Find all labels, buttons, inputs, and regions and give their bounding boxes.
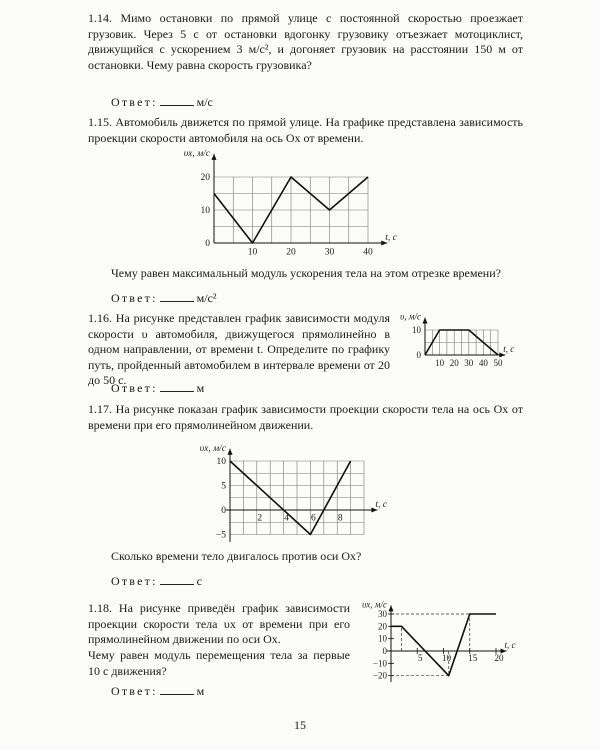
graph-1-16-origin-label: 0 (416, 350, 421, 360)
graph-1-16-xtick-label: 30 (464, 358, 474, 368)
problem-1-15-text: 1.15. Автомобиль движется по прямой улице. На графике представлена зависимость проекции скорости автомобиля на ось Ox от времени. (88, 115, 523, 145)
graph-1-16-xtick-label: 40 (478, 358, 488, 368)
graph-1-17-ytick-label: 5 (221, 481, 226, 492)
graph-1-17-origin-label: 0 (221, 506, 226, 517)
graph-1-18-ylabel: υx, м/с (362, 599, 387, 610)
graph-1-18-ytick-label: 10 (378, 633, 387, 644)
graph-1-16-xtick-label: 50 (493, 358, 503, 368)
graph-1-16-xtick-label: 10 (435, 358, 445, 368)
answer-unit: м (196, 381, 205, 395)
problem-1-16-text: 1.16. На рисунке представлен график зависимости модуля скорости υ автомобиля, движущегося прямолинейно в одном направлении, от времени t. Определите по графику путь, пройденный автомобилем в интервале времени от 20 до 50 с. (88, 311, 390, 387)
graph-1-16-ylabel: υ, м/с (400, 311, 421, 322)
page-number: 15 (294, 718, 306, 732)
graph-1-15-y-arrow (212, 154, 217, 160)
graph-1-18-ytick-label: −20 (372, 670, 387, 681)
graph-1-18-xtick-label: 5 (418, 653, 423, 663)
graph-1-15-xtick-label: 40 (363, 247, 373, 258)
answer-unit: м/с² (196, 291, 217, 305)
answer-label: Ответ: (111, 95, 158, 109)
answer-blank[interactable] (160, 380, 194, 392)
graph-1-18-xtick-label: 10 (442, 653, 451, 663)
graph-1-15-ylabel: υx, м/с (183, 148, 210, 159)
problem-1-17-question: Сколько времени тело двигалось против оси Ox? (111, 549, 362, 563)
graph-1-17-ylabel: υx, м/с (199, 443, 226, 454)
graph-1-17-xtick-label: 2 (257, 513, 263, 524)
problem-1-18-text: 1.18. На рисунке приведён график зависимости проекции скорости тела υx от времени при его прямолинейном движении по оси Ox. (88, 601, 350, 646)
graph-1-17-ytick-label: 10 (216, 457, 226, 468)
graph-1-18-y-arrow (389, 605, 394, 611)
problem-1-17-text: 1.17. На рисунке показан график зависимости проекции скорости тела на ось Ox от времени при его прямолинейном движении. (88, 402, 523, 432)
graph-1-18-xtick-label: 15 (468, 653, 478, 663)
answer-label: Ответ: (111, 381, 158, 395)
graph-1-16-xlabel: t, с (503, 344, 515, 354)
graph-1-18-origin-label: 0 (382, 646, 387, 656)
graph-1-18-ytick-label: −10 (372, 658, 387, 669)
problem-1-18-question: Чему равен модуль перемещения тела за первые 10 с движения? (88, 648, 350, 678)
answer-blank[interactable] (160, 290, 194, 302)
graph-1-18-xtick-label: 20 (494, 653, 504, 663)
answer-unit: м/с (196, 95, 213, 109)
answer-label: Ответ: (111, 574, 158, 588)
problem-1-15-question: Чему равен максимальный модуль ускорения тела на этом отрезке времени? (111, 266, 501, 280)
answer-label: Ответ: (111, 684, 158, 698)
graph-1-18-xlabel: t, с (504, 640, 516, 650)
answer-label: Ответ: (111, 291, 158, 305)
graph-1-15-xtick-label: 20 (286, 247, 296, 258)
graph-1-17-xtick-label: 4 (284, 513, 289, 524)
graph-1-18-series-line (391, 614, 496, 676)
problem-1-14-text: 1.14. Мимо остановки по прямой улице с постоянной скоростью проезжает грузовик. Через 5 с от остановки вдогонку грузовику отъезжает мотоциклист, движущийся с ускорением 3 м/с², и догоняет грузовик на расстоянии 150 м от остановки. Чему равна скорость грузовика? (88, 11, 523, 72)
answer-line-1-16 (111, 380, 204, 396)
graph-1-18-ytick-label: 20 (378, 621, 387, 632)
graph-1-17-xtick-label: 6 (311, 513, 316, 524)
answer-unit: с (196, 574, 202, 588)
graph-1-17-ytick-label: −5 (215, 530, 226, 541)
graph-1-16-ytick-label: 10 (412, 325, 421, 335)
answer-line-1-15 (111, 290, 216, 306)
graph-1-15-xtick-label: 30 (324, 247, 335, 258)
answer-blank[interactable] (160, 683, 194, 695)
graph-1-16-xtick-label: 20 (449, 358, 459, 368)
graph-1-17-y-arrow (228, 449, 233, 455)
graph-1-15-xtick-label: 10 (247, 247, 258, 258)
graph-1-15-origin-label: 0 (205, 239, 210, 250)
graph-1-15-xlabel: t, с (385, 233, 397, 243)
graph-1-17-xtick-label: 8 (337, 513, 343, 524)
graph-1-15-ytick-label: 10 (200, 206, 210, 217)
answer-blank[interactable] (160, 573, 194, 585)
graph-1-17-xlabel: t, с (375, 500, 388, 510)
graph-1-16-y-arrow (423, 318, 428, 324)
answer-line-1-17 (111, 573, 202, 589)
answer-line-1-18 (111, 683, 204, 699)
graph-1-15-ytick-label: 20 (200, 173, 210, 184)
graph-1-18-ytick-label: 30 (378, 609, 387, 619)
answer-unit: м (196, 684, 205, 698)
